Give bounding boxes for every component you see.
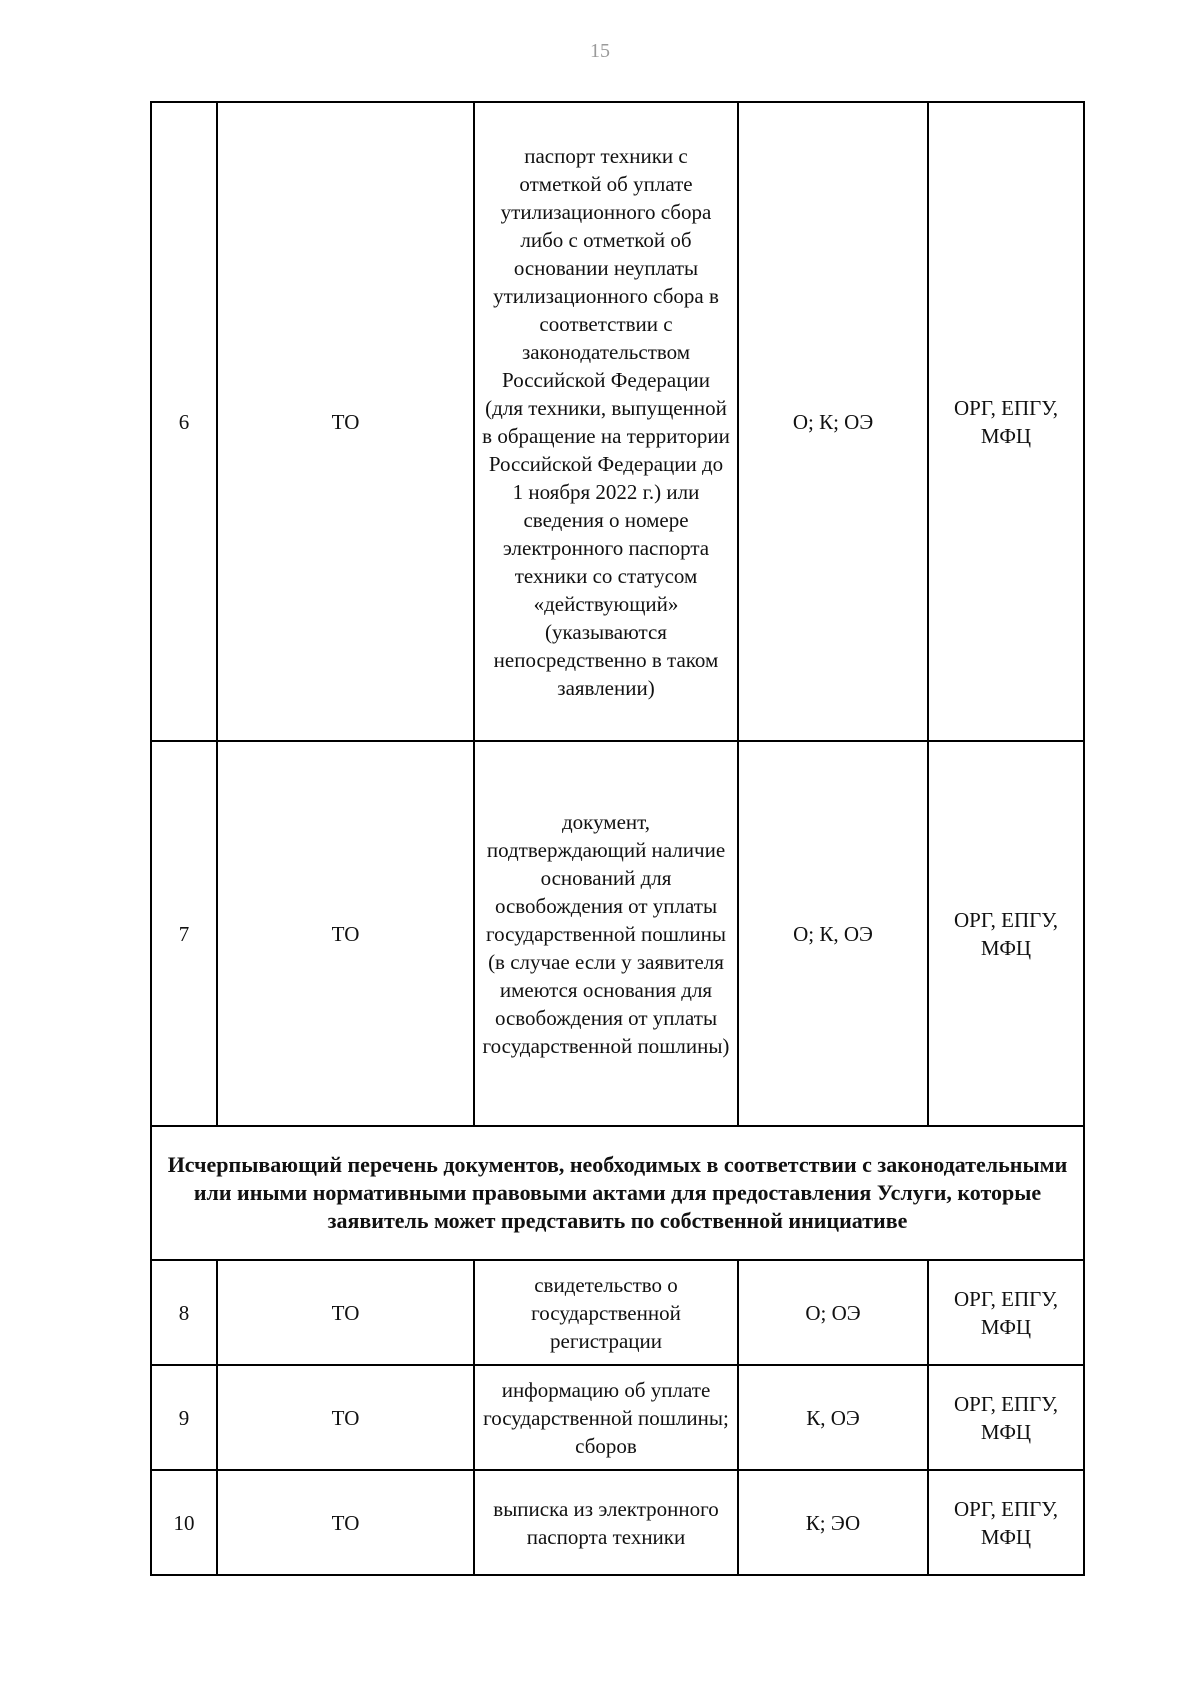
page-number: 15 — [590, 40, 610, 62]
applicant-category: ТО — [217, 741, 474, 1126]
applicant-category: ТО — [217, 1470, 474, 1575]
document-description: свидетельство о государственной регистрации — [474, 1260, 738, 1365]
applicant-category: ТО — [217, 1260, 474, 1365]
row-number: 9 — [151, 1365, 217, 1470]
submission-form: К, ОЭ — [738, 1365, 928, 1470]
document-description: выписка из электронного паспорта техники — [474, 1470, 738, 1575]
submission-channels: ОРГ, ЕПГУ, МФЦ — [928, 102, 1084, 741]
table-row — [151, 102, 1084, 741]
submission-channels: ОРГ, ЕПГУ, МФЦ — [928, 741, 1084, 1126]
submission-form: О; ОЭ — [738, 1260, 928, 1365]
table-row — [151, 1365, 1084, 1470]
document-description: документ, подтверждающий наличие оснований для освобождения от уплаты государственной пошлины (в случае если у заявителя имеются основания для освобождения от уплаты государственной пошлины) — [474, 741, 738, 1126]
table-row — [151, 741, 1084, 1126]
submission-channels: ОРГ, ЕПГУ, МФЦ — [928, 1470, 1084, 1575]
submission-form: О; К, ОЭ — [738, 741, 928, 1126]
table-row — [151, 1470, 1084, 1575]
applicant-category: ТО — [217, 102, 474, 741]
applicant-category: ТО — [217, 1365, 474, 1470]
submission-channels: ОРГ, ЕПГУ, МФЦ — [928, 1260, 1084, 1365]
documents-table — [150, 101, 1085, 1576]
document-description: информацию об уплате государственной пошлины; сборов — [474, 1365, 738, 1470]
row-number: 6 — [151, 102, 217, 741]
row-number: 10 — [151, 1470, 217, 1575]
submission-channels: ОРГ, ЕПГУ, МФЦ — [928, 1365, 1084, 1470]
section-heading-row — [151, 1126, 1084, 1260]
table-row — [151, 1260, 1084, 1365]
section-heading: Исчерпывающий перечень документов, необходимых в соответствии с законодательными или иными нормативными правовыми актами для предоставления Услуги, которые заявитель может представить по собственной инициативе — [151, 1126, 1084, 1260]
submission-form: К; ЭО — [738, 1470, 928, 1575]
row-number: 8 — [151, 1260, 217, 1365]
document-description: паспорт техники с отметкой об уплате утилизационного сбора либо с отметкой об основании неуплаты утилизационного сбора в соответствии с законодательством Российской Федерации (для техники, выпущенной в обращение на территории Российской Федерации до 1 ноября 2022 г.) или сведения о номере электронного паспорта техники со статусом «действующий» (указываются непосредственно в таком заявлении) — [474, 102, 738, 741]
submission-form: О; К; ОЭ — [738, 102, 928, 741]
row-number: 7 — [151, 741, 217, 1126]
